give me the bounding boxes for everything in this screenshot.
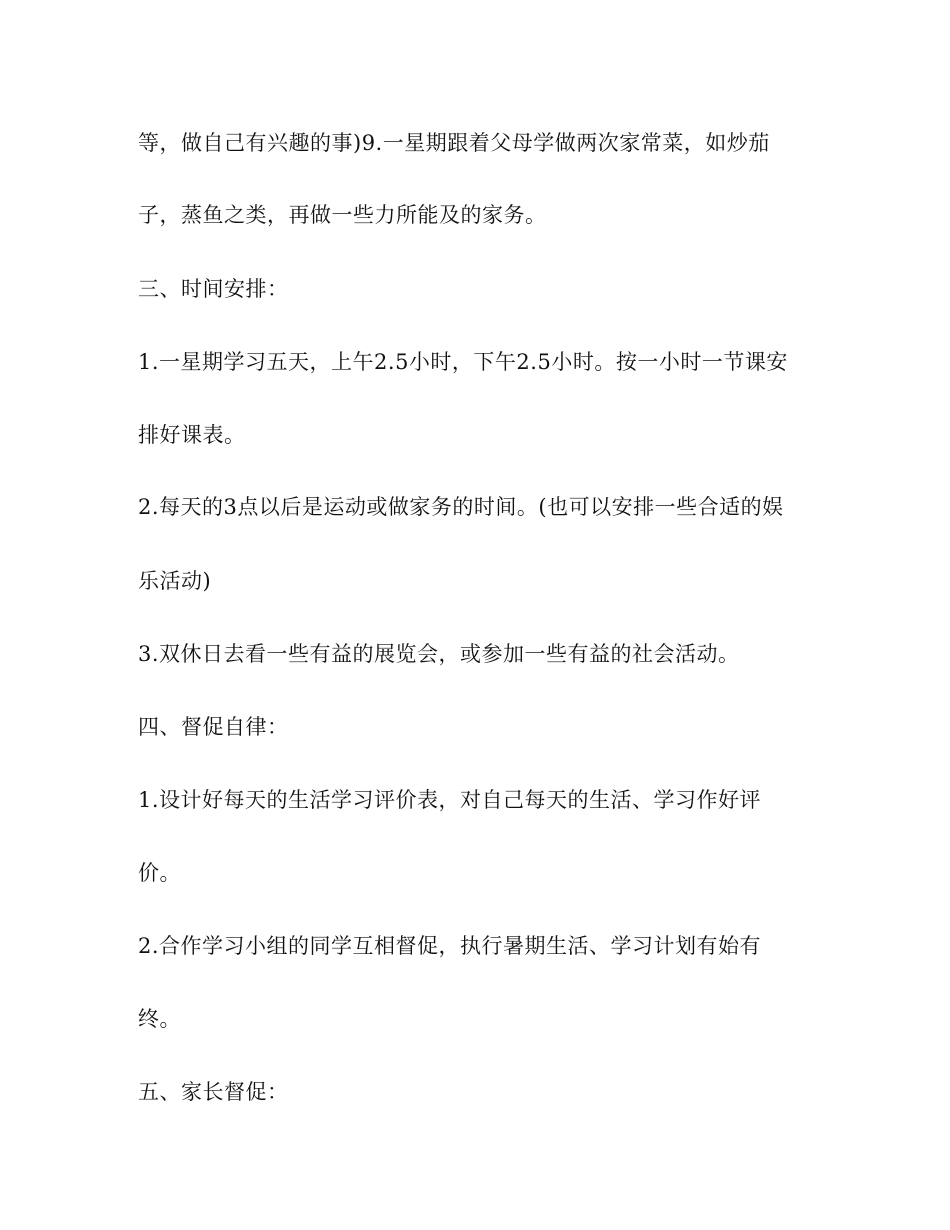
section-heading: 五、家长督促： bbox=[138, 1080, 289, 1104]
text-line: 乐活动) bbox=[138, 569, 212, 593]
text-line: 排好课表。 bbox=[138, 423, 246, 447]
text-line: 等，做自己有兴趣的事)9.一星期跟着父母学做两次家常菜，如炒茄 bbox=[138, 131, 770, 155]
text-line: 子，蒸鱼之类，再做一些力所能及的家务。 bbox=[138, 203, 547, 227]
text-line: 1.一星期学习五天，上午2.5小时，下午2.5小时。按一小时一节课安 bbox=[138, 350, 788, 374]
text-line: 2.每天的3点以后是运动或做家务的时间。(也可以安排一些合适的娱 bbox=[138, 495, 784, 519]
text-line: 终。 bbox=[138, 1007, 181, 1031]
text-line: 2.合作学习小组的同学互相督促，执行暑期生活、学习计划有始有 bbox=[138, 934, 762, 958]
text-line: 1.设计好每天的生活学习评价表，对自己每天的生活、学习作好评 bbox=[138, 788, 762, 812]
text-line: 价。 bbox=[138, 861, 181, 885]
section-heading: 四、督促自律： bbox=[138, 715, 289, 739]
text-line: 3.双休日去看一些有益的展览会，或参加一些有益的社会活动。 bbox=[138, 642, 740, 666]
section-heading: 三、时间安排： bbox=[138, 277, 289, 301]
